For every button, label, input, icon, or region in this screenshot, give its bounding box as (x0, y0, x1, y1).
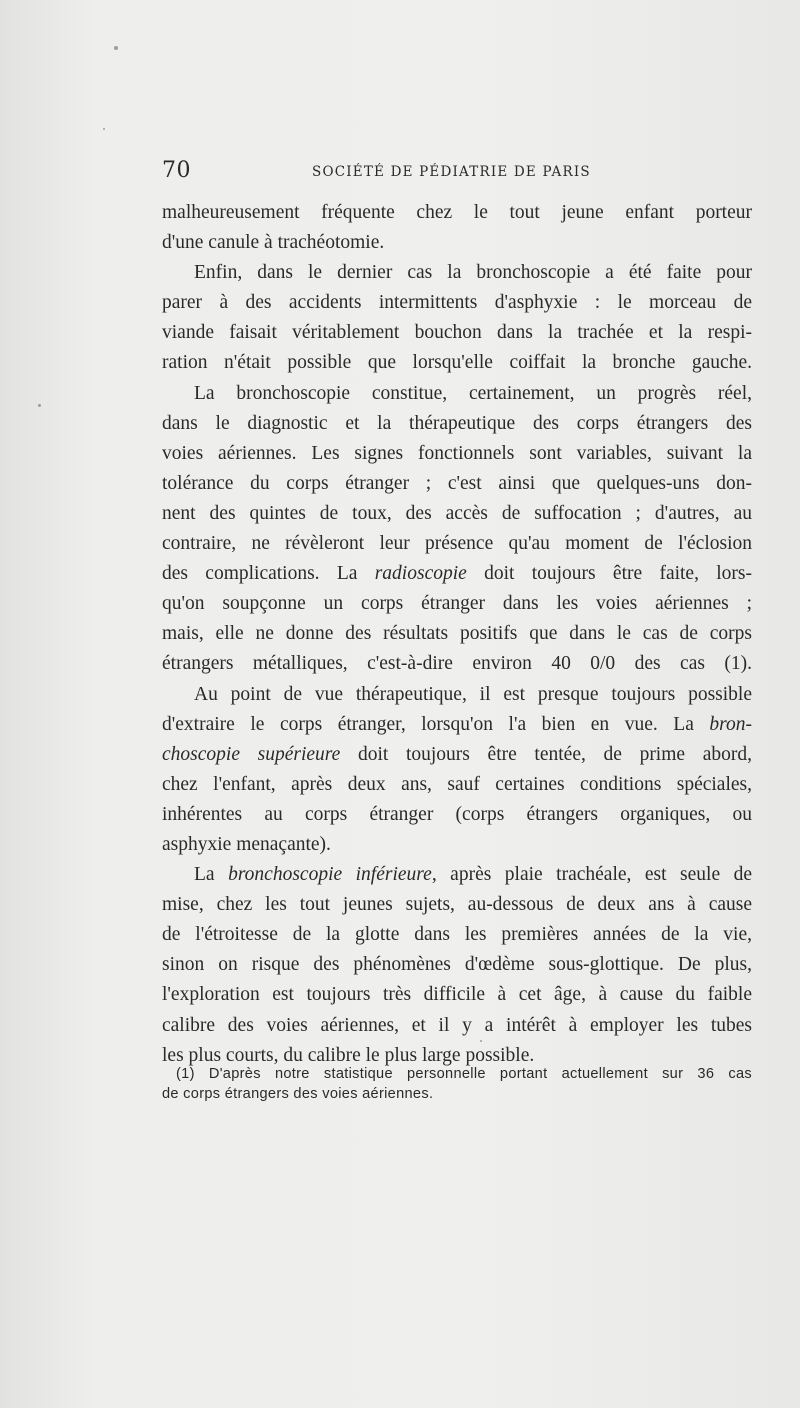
text-line (162, 559, 752, 589)
text-run: , après plaie trachéale, est seule de (431, 864, 752, 886)
running-head: SOCIÉTÉ DE PÉDIATRIE DE PARIS (312, 164, 591, 180)
italic-term: bron- (709, 713, 752, 735)
text-line: malheureusement fréquente chez le tout jeune enfant porteur (162, 202, 752, 223)
text-line: dans le diagnostic et la thérapeutique des corps étrangers des (162, 412, 752, 434)
text-line: ration n'était possible que lorsqu'elle coiffait la bronche gauche. (162, 352, 752, 374)
text-run: La (194, 864, 229, 886)
text-line: viande faisait véritablement bouchon dans la trachée et la respi- (162, 322, 752, 344)
text-line: mais, elle ne donne des résultats positifs que dans le cas de corps (162, 623, 752, 645)
text-line: tolérance du corps étranger ; c'est ainsi que quelques-uns don- (162, 472, 752, 494)
italic-term: bronchoscopie inférieure (228, 864, 432, 886)
italic-term: choscopie supérieure (162, 743, 341, 765)
text-line: inhérentes au corps étranger (corps étrangers organiques, ou (162, 803, 752, 825)
paragraph-start: Au point de vue thérapeutique, il est presque toujours possible (194, 683, 752, 705)
italic-term: radioscopie (374, 563, 467, 585)
footnote (162, 1064, 752, 1104)
paragraph-start: Enfin, dans le dernier cas la bronchoscopie a été faite pour (194, 262, 752, 284)
text-line: l'exploration est toujours très difficile à cet âge, à cause du faible (162, 984, 752, 1006)
text-line: les plus courts, du calibre le plus large possible. (162, 1044, 535, 1066)
text-run: doit toujours être faite, lors- (466, 563, 753, 585)
text-line: voies aériennes. Les signes fonctionnels sont variables, suivant la (162, 442, 752, 464)
footnote-line: de corps étrangers des voies aériennes. (162, 1086, 434, 1102)
page-header (162, 158, 762, 186)
text-line: calibre des voies aériennes, et il y a intérêt à employer les tubes (162, 1014, 752, 1036)
text-line: contraire, ne révèleront leur présence qu'au moment de l'éclosion (162, 533, 752, 555)
text-line: étrangers métalliques, c'est-à-dire environ 40 0/0 des cas (1). (162, 653, 752, 675)
text-line: de l'étroitesse de la glotte dans les premières années de la vie, (162, 924, 752, 946)
paragraph-start: La bronchoscopie constitue, certainement, un progrès réel, (194, 382, 752, 404)
text-line: d'une canule à trachéotomie. (162, 232, 385, 254)
paper-speck (103, 128, 105, 130)
text-line: qu'on soupçonne un corps étranger dans les voies aériennes ; (162, 593, 752, 615)
paper-speck (114, 46, 118, 50)
text-line: asphyxie menaçante). (162, 833, 331, 855)
body-text (162, 198, 752, 1071)
paragraph-start (162, 860, 752, 890)
text-line: chez l'enfant, après deux ans, sauf certaines conditions spéciales, (162, 773, 752, 795)
text-run: des complications. La (162, 563, 375, 585)
text-line: parer à des accidents intermittents d'asphyxie : le morceau de (162, 292, 752, 314)
text-line (162, 740, 752, 770)
text-line: nent des quintes de toux, des accès de suffocation ; d'autres, au (162, 502, 752, 524)
text-line (162, 710, 752, 740)
text-run: d'extraire le corps étranger, lorsqu'on l'a bien en vue. La (162, 713, 710, 735)
text-line: sinon on risque des phénomènes d'œdème sous-glottique. De plus, (162, 954, 752, 976)
text-run: doit toujours être tentée, de prime abord, (340, 743, 752, 765)
footnote-line: (1) D'après notre statistique personnelle portant actuellement sur 36 cas (176, 1066, 752, 1082)
page-number: 70 (162, 158, 191, 183)
paper-speck (38, 404, 41, 407)
text-line: mise, chez les tout jeunes sujets, au-dessous de deux ans à cause (162, 894, 752, 916)
